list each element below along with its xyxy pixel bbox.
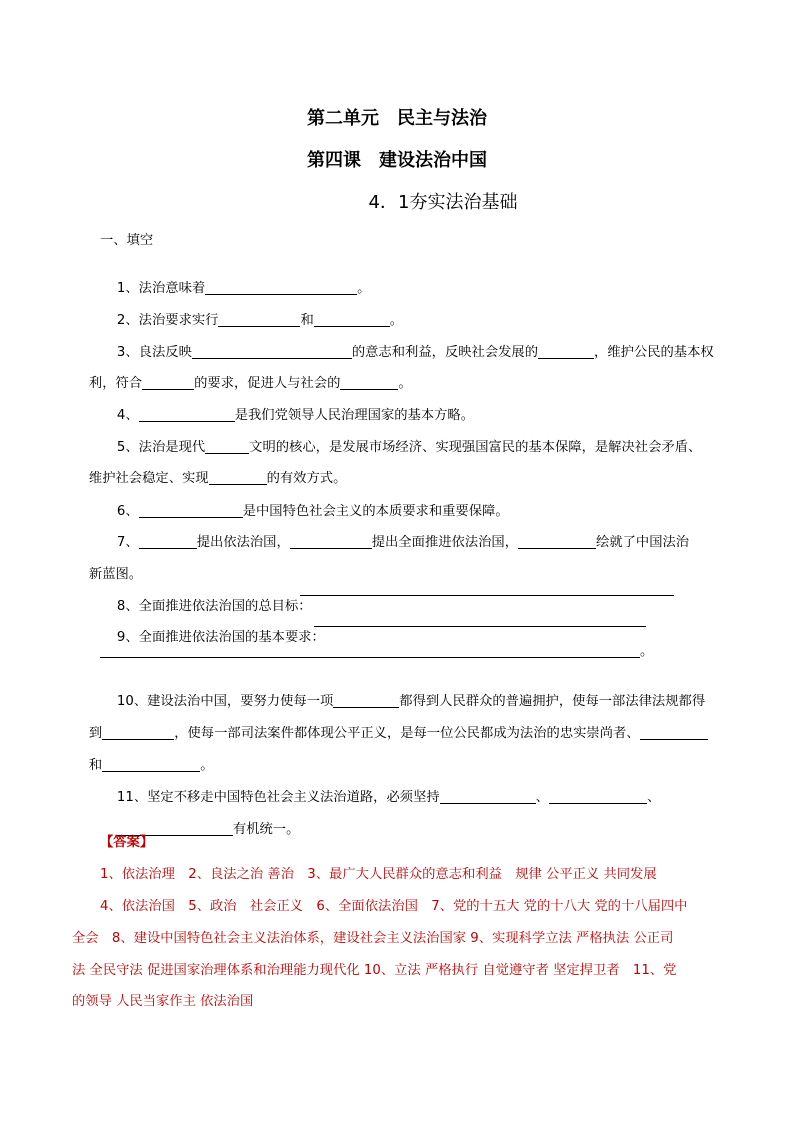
question-5-line-1: 5、法治是现代 文明的核心，是发展市场经济、实现强国富民的基本保障，是解决社会矛盾、	[116, 440, 702, 455]
question-3-line-1: 3、良法反映 的意志和利益，反映社会发展的 ，维护公民的基本权	[116, 345, 714, 360]
question-1: 1、法治意味着 。	[116, 281, 371, 296]
blank[interactable]	[139, 407, 235, 422]
answer-line-1: 1、依法治理 2、良法之治 善治 3、最广大人民群众的意志和利益 规律 公平正义 共同发展	[100, 867, 657, 882]
blank[interactable]	[139, 534, 197, 549]
blank[interactable]	[538, 344, 594, 359]
blank[interactable]	[142, 375, 194, 390]
question-11-line-2: 有机统一。	[100, 803, 299, 857]
section-title: 4．1夯实法治基础	[368, 192, 518, 213]
answer-line-4: 法 全民守法 促进国家治理体系和治理能力现代化 10、立法 严格执行 自觉遵守者 坚定捍卫者 11、党	[72, 963, 677, 978]
blank[interactable]	[102, 757, 200, 772]
question-8: 8、全面推进依法治国的总目标：	[116, 599, 312, 614]
question-10-line-3: 和 。	[88, 758, 214, 773]
question-9: 9、全面推进依法治国的基本要求：	[116, 630, 325, 645]
blank[interactable]	[209, 470, 267, 485]
answer-line[interactable]	[314, 626, 646, 627]
blank[interactable]	[314, 312, 390, 327]
answer-line-2: 4、依法治国 5、政治 社会正义 6、全面依法治国 7、党的十五大 党的十八大 党的十八届四中	[100, 899, 688, 914]
blank[interactable]	[333, 693, 399, 708]
question-5-line-2: 维护社会稳定、实现 的有效方式。	[88, 471, 347, 486]
question-7-line-1: 7、 提出依法治国， 提出全面推进依法治国， 绘就了中国法治	[116, 535, 690, 550]
answer-line[interactable]	[300, 595, 674, 596]
blank[interactable]	[340, 375, 398, 390]
answer-line-5: 的领导 人民当家作主 依法治国	[72, 994, 254, 1009]
question-2: 2、法治要求实行 和 。	[116, 313, 404, 328]
question-10-line-2: 到 ，使每一部司法案件都体现公平正义，是每一位公民都成为法治的忠实崇尚者、	[72, 707, 708, 761]
question-11-line-1: 11、坚定不移走中国特色社会主义法治道路，必须坚持 、 、	[116, 790, 661, 805]
section-label: 一、填空	[100, 233, 154, 248]
blank[interactable]	[205, 280, 357, 295]
question-3-line-2: 利，符合 的要求，促进人与社会的 。	[88, 376, 412, 391]
answer-line-3: 全会 8、建设中国特色社会主义法治体系，建设社会主义法治国家 9、实现科学立法 严格执法 公正司	[72, 931, 674, 946]
blank[interactable]	[440, 789, 536, 804]
unit-title: 第二单元 民主与法治	[307, 108, 487, 129]
blank[interactable]	[640, 725, 708, 740]
question-10-line-1: 10、建设法治中国，要努力使每一项 都得到人民群众的普遍拥护，使每一部法律法规都得	[116, 694, 706, 709]
blank[interactable]	[290, 534, 372, 549]
blank[interactable]	[102, 725, 174, 740]
blank[interactable]	[549, 789, 647, 804]
question-9-end: 。	[640, 644, 654, 659]
blank[interactable]	[518, 534, 596, 549]
answer-heading: 【答案】	[100, 835, 154, 850]
answer-line[interactable]	[100, 657, 640, 658]
question-4: 4、 是我们党领导人民治理国家的基本方略。	[116, 408, 475, 423]
lesson-title: 第四课 建设法治中国	[307, 150, 487, 171]
question-7-line-2: 新蓝图。	[88, 567, 143, 582]
question-6: 6、 是中国特色社会主义的本质要求和重要保障。	[116, 504, 509, 519]
blank[interactable]	[218, 312, 300, 327]
